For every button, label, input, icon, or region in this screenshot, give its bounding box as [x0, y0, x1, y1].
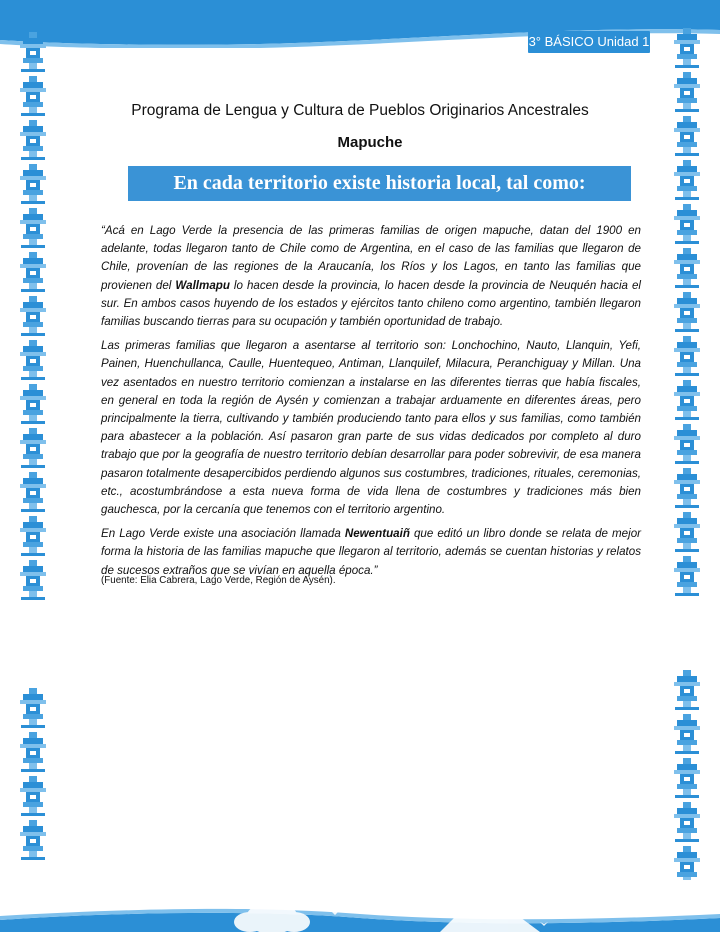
left-ornament-top	[20, 32, 46, 622]
paragraph-3-text-b: que editó un libro donde se relata de mejor forma la historia de las familias mapuche que llegaron al territorio, además se cuentan historias y relatos de sucesos extraños que se vivían en aquella época.”	[101, 527, 642, 577]
program-title: Programa de Lengua y Cultura de Pueblos Originarios Ancestrales	[131, 102, 589, 119]
paragraph-1-text-a: “Acá en Lago Verde la presencia de las primeras familias de origen mapuche, datan del 1900 en adelante, todas llegaron tanto de Chile como de Argentina, en el caso de las familias que llegaron de Chile, provenían de las regiones de la Araucanía, los Ríos y los Lagos, en tanto las familias que provienen del	[101, 224, 641, 292]
paragraph-2: Las primeras familias que llegaron a asentarse al territorio son: Lonchochino, Nauto, Llanquin, Yefi, Painen, Huenchullanca, Caulle, Huentequeo, Antiman, Llanquilef, Milacura, Peranchiguay y Millan. Una vez asentados en nuestro territorio comienzan a instalarse en las diferentes tierras que había fiscales, en general en toda la región de Aysén y comienzan a trabajar arduamente en diferentes áreas, pero principalmente la tierra, cultivando y también produciendo tanto para ellos y sus familias, como también para abastecer a la población. Así pasaron gran parte de sus vidas dedicados por completo al duro trabajo que por la geografía de nuestro territorio debían desarrollar para poder sobrevivir, de esa manera pasaron totalmente desapercibidos perdiendo algunos sus costumbres, tradiciones, rituales, ceremonias, etc., acostumbrándose a esta nueva forma de vida llena de costumbres y tradiciones más bien gauchesca, por la cercanía que tenemos con el territorio argentino.	[101, 339, 641, 517]
wallmapu-term: Wallmapu	[175, 278, 230, 292]
right-ornament-bottom	[674, 670, 700, 880]
culture-title: Mapuche	[337, 134, 403, 151]
section-banner: En cada territorio existe historia local, tal como:	[128, 166, 631, 201]
paragraph-1-text-b: lo hacen desde la provincia, lo hacen desde la provincia de Neuquén hacia el sur. En ambos casos huyendo de los estados y ejércitos tanto chileno como argentino, también llegaron familias buscando tierras para su ocupación y también oportunidad de trabajo.	[101, 278, 641, 329]
bottom-decorative-band	[0, 888, 720, 932]
source-citation: (Fuente: Elia Cabrera, Lago Verde, Región de Aysén).	[101, 575, 336, 586]
paragraph-3	[101, 525, 641, 580]
story-text	[101, 222, 641, 586]
paragraph-3-text-a: En Lago Verde existe una asociación llamada	[101, 527, 345, 541]
left-ornament-bottom	[20, 688, 46, 888]
grade-unit-badge: 3° BÁSICO Unidad 1	[528, 31, 650, 53]
newentuain-term: Newentuaiñ	[344, 527, 410, 541]
paragraph-1	[101, 222, 641, 331]
